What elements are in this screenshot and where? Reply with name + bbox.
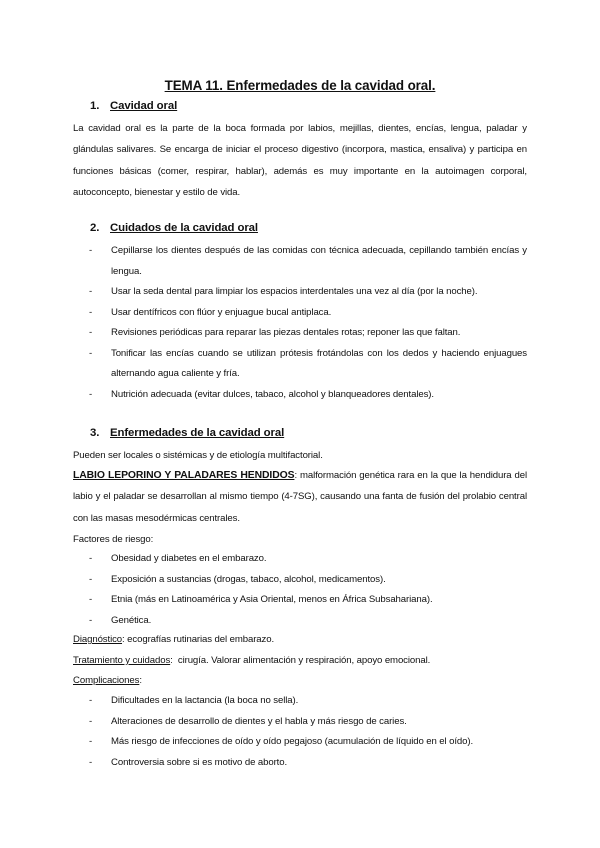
diagnosis-line	[73, 633, 527, 647]
disease-text: : malformación genética rara en la que la hendidura del labio y el paladar se desarrollan al mismo tiempo (4-7SG), causando una fanta de fusión del prolabio central con las masas mesodérmicas centrales.	[73, 470, 527, 524]
list-item: - Genética.	[89, 611, 527, 632]
disease-title: LABIO LEPORINO Y PALADARES HENDIDOS	[73, 470, 295, 481]
section-heading-enfermedades	[90, 427, 284, 439]
bullet-dash: -	[89, 388, 93, 400]
treatment-text: : cirugía. Valorar alimentación y respiración, apoyo emocional.	[170, 655, 431, 666]
section-heading-cuidados	[90, 222, 258, 234]
bullet-dash: -	[89, 756, 93, 768]
complications-label: Complicaciones	[73, 675, 140, 686]
list-item: - Exposición a sustancias (drogas, tabaco, alcohol, medicamentos).	[89, 570, 527, 591]
list-item: - Controversia sobre si es motivo de aborto.	[89, 753, 527, 774]
risk-list	[89, 549, 527, 631]
bullet-dash: -	[89, 614, 93, 626]
section-heading-cavidad-oral	[90, 100, 177, 112]
bullet-dash: -	[89, 347, 93, 359]
bullet-dash: -	[89, 715, 93, 727]
list-item: - Alteraciones de desarrollo de dientes y el habla y más riesgo de caries.	[89, 712, 527, 733]
list-item: - Obesidad y diabetes en el embarazo.	[89, 549, 527, 570]
list-item: - Usar dentífricos con flúor y enjuague bucal antiplaca.	[89, 303, 527, 324]
care-list	[89, 241, 527, 405]
bullet-dash: -	[89, 327, 93, 338]
section-number: 3.	[90, 427, 100, 439]
section-number: 2.	[90, 222, 100, 234]
list-item: - Usar la seda dental para limpiar los espacios interdentales una vez al día (por la noche).	[89, 282, 527, 303]
section-intro: Pueden ser locales o sistémicas y de etiología multifactorial.	[73, 450, 323, 461]
disease-paragraph	[73, 465, 527, 529]
list-item: - Más riesgo de infecciones de oído y oído pegajoso (acumulación de líquido en el oído).	[89, 732, 527, 753]
bullet-dash: -	[89, 306, 93, 318]
list-item: - Dificultades en la lactancia (la boca no sella).	[89, 691, 527, 712]
list-item: - Nutrición adecuada (evitar dulces, tabaco, alcohol y blanqueadores dentales).	[89, 385, 527, 406]
bullet-dash: -	[89, 245, 93, 256]
diagnosis-label: Diagnóstico	[73, 634, 123, 645]
page-title: TEMA 11. Enfermedades de la cavidad oral.	[164, 78, 436, 93]
diagnosis-text: : ecografías rutinarias del embarazo.	[122, 634, 275, 645]
list-item: - Cepillarse los dientes después de las comidas con técnica adecuada, cepillando también encías y lengua.	[89, 241, 527, 282]
bullet-dash: -	[89, 695, 93, 706]
bullet-dash: -	[89, 286, 93, 297]
list-item: - Etnia (más en Latinoamérica y Asia Oriental, menos en África Subsahariana).	[89, 590, 527, 611]
bullet-dash: -	[89, 736, 93, 747]
list-item: - Tonificar las encías cuando se utilizan prótesis frotándolas con los dedos y haciendo enjuagues alternando agua caliente y fría.	[89, 344, 527, 385]
treatment-label: Tratamiento y cuidados	[73, 655, 171, 666]
section-heading-text: Enfermedades de la cavidad oral	[110, 427, 285, 439]
complications-colon: :	[139, 675, 142, 686]
section-number: 1.	[90, 100, 100, 112]
complications-line	[73, 674, 527, 688]
bullet-dash: -	[89, 594, 93, 605]
section-heading-text: Cavidad oral	[110, 100, 178, 112]
treatment-line	[73, 654, 527, 668]
section-paragraph: La cavidad oral es la parte de la boca formada por labios, mejillas, dientes, encías, lengua, paladar y glándulas salivares. Se encarga de iniciar el proceso digestivo (incorpora, mastica, ensaliva) y participa en funciones básicas (comer, respirar, hablar), además es muy importante en la autoimagen corporal, autoconcepto, bienestar y estilo de vida.	[73, 123, 527, 198]
bullet-dash: -	[89, 553, 93, 564]
section-heading-text: Cuidados de la cavidad oral	[110, 222, 258, 234]
risk-label: Factores de riesgo:	[73, 534, 154, 545]
list-item: - Revisiones periódicas para reparar las piezas dentales rotas; reponer las que faltan.	[89, 323, 527, 344]
bullet-dash: -	[89, 573, 93, 585]
complications-list	[89, 691, 527, 773]
